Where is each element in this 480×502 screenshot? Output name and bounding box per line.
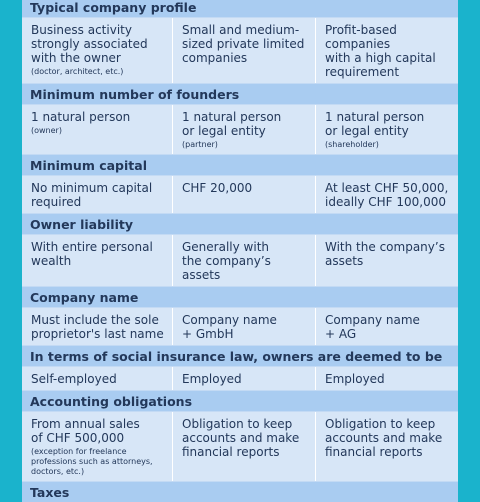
- cell-gmbh: [172, 18, 315, 83]
- cell-sole-proprietorship: [22, 105, 172, 154]
- section-header-company-name: Company name: [22, 286, 458, 307]
- cell-sole-proprietorship: [22, 367, 172, 390]
- cell-text: Small and medium- sized private limited companies: [182, 23, 305, 65]
- cell-text: At least CHF 50,000, ideally CHF 100,000: [325, 181, 449, 209]
- cell-note: (owner): [31, 126, 62, 135]
- cell-sole-proprietorship: [22, 235, 172, 286]
- cell-ag: [315, 308, 458, 345]
- cell-note: (partner): [182, 140, 218, 149]
- cell-text: No minimum capital required: [31, 181, 153, 209]
- cell-gmbh: [172, 367, 315, 390]
- cell-note: (exception for freelance professions such as attorneys, doctors, etc.): [31, 447, 153, 476]
- cell-text: 1 natural person: [31, 110, 131, 124]
- cell-text: Company name + GmbH: [182, 313, 277, 341]
- table-row: [22, 411, 458, 481]
- cell-ag: [315, 18, 458, 83]
- cell-ag: [315, 105, 458, 154]
- cell-text: Employed: [182, 372, 242, 386]
- table-row: [22, 366, 458, 390]
- cell-ag: [315, 412, 458, 481]
- cell-note: (shareholder): [325, 140, 379, 149]
- section-header-minimum-founders: Minimum number of founders: [22, 83, 458, 104]
- table-row: [22, 175, 458, 213]
- cell-text: With entire personal wealth: [31, 240, 153, 268]
- section-header-accounting: Accounting obligations: [22, 390, 458, 411]
- section-header-taxes: Taxes: [22, 481, 458, 502]
- cell-text: With the company’s assets: [325, 240, 445, 268]
- cell-gmbh: [172, 105, 315, 154]
- cell-text: Obligation to keep accounts and make financial reports: [182, 417, 300, 459]
- cell-gmbh: [172, 308, 315, 345]
- section-header-social-insurance: In terms of social insurance law, owners are deemed to be: [22, 345, 458, 366]
- cell-text: Business activity strongly associated with the owner: [31, 23, 148, 65]
- table-row: [22, 17, 458, 83]
- table-row: [22, 104, 458, 154]
- cell-text: 1 natural person or legal entity: [182, 110, 282, 138]
- cell-text: Self-employed: [31, 372, 117, 386]
- cell-text: Company name + AG: [325, 313, 420, 341]
- section-header-company-profile: Typical company profile: [22, 0, 458, 17]
- cell-ag: [315, 367, 458, 390]
- cell-gmbh: [172, 412, 315, 481]
- cell-note: (doctor, architect, etc.): [31, 67, 124, 76]
- cell-text: CHF 20,000: [182, 181, 253, 195]
- cell-gmbh: [172, 235, 315, 286]
- cell-text: Must include the sole proprietor's last name: [31, 313, 164, 341]
- cell-text: From annual sales of CHF 500,000: [31, 417, 140, 445]
- section-header-owner-liability: Owner liability: [22, 213, 458, 234]
- cell-text: Generally with the company’s assets: [182, 240, 271, 282]
- section-header-minimum-capital: Minimum capital: [22, 154, 458, 175]
- table-row: [22, 307, 458, 345]
- cell-text: Obligation to keep accounts and make financial reports: [325, 417, 443, 459]
- cell-gmbh: [172, 176, 315, 213]
- cell-ag: [315, 176, 458, 213]
- cell-sole-proprietorship: [22, 412, 172, 481]
- table-row: [22, 234, 458, 286]
- comparison-table: [22, 0, 458, 500]
- cell-sole-proprietorship: [22, 176, 172, 213]
- cell-text: Employed: [325, 372, 385, 386]
- cell-text: Profit-based companies with a high capital requirement: [325, 23, 436, 79]
- cell-sole-proprietorship: [22, 18, 172, 83]
- cell-ag: [315, 235, 458, 286]
- cell-sole-proprietorship: [22, 308, 172, 345]
- cell-text: 1 natural person or legal entity: [325, 110, 425, 138]
